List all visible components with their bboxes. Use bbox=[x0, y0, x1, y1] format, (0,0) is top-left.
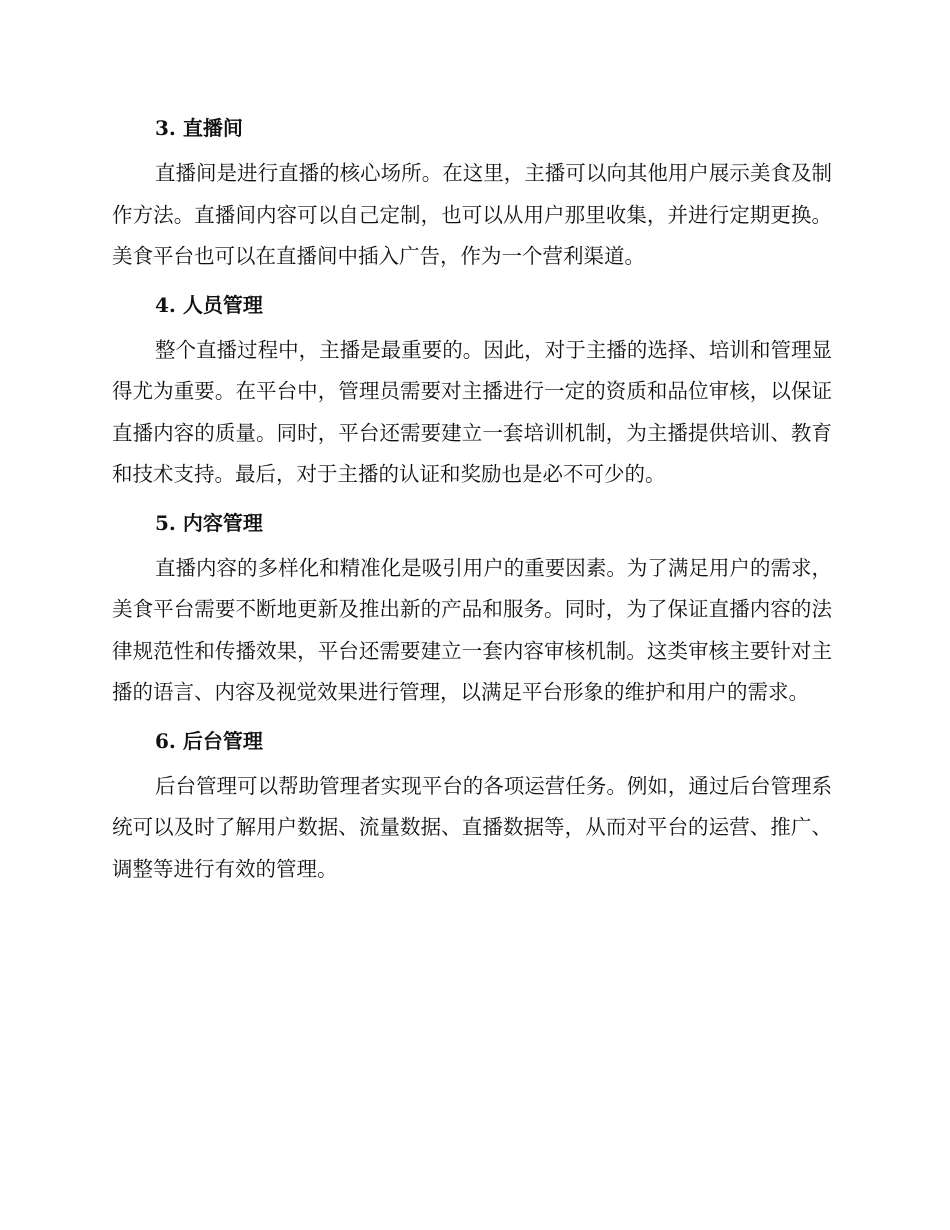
section-heading: 3. 直播间 bbox=[155, 116, 243, 140]
section-staff-management bbox=[112, 285, 832, 496]
document-body bbox=[112, 108, 832, 897]
section-heading: 6. 后台管理 bbox=[155, 728, 263, 753]
section-backend-management bbox=[112, 721, 832, 891]
section-paragraph: 直播内容的多样化和精准化是吸引用户的重要因素。为了满足用户的需求，美食平台需要不断地更新及推出新的产品和服务。同时，为了保证直播内容的法律规范性和传播效果，平台还需要建立一套内容审核机制。这类审核主要针对主播的语言、内容及视觉效果进行管理，以满足平台形象的维护和用户的需求。 bbox=[112, 555, 832, 704]
section-paragraph: 整个直播过程中，主播是最重要的。因此，对于主播的选择、培训和管理显得尤为重要。在平台中，管理员需要对主播进行一定的资质和品位审核，以保证直播内容的质量。同时，平台还需要建立一套培训机制，为主播提供培训、教育和技术支持。最后，对于主播的认证和奖励也是必不可少的。 bbox=[112, 337, 832, 486]
section-paragraph: 直播间是进行直播的核心场所。在这里，主播可以向其他用户展示美食及制作方法。直播间内容可以自己定制，也可以从用户那里收集，并进行定期更换。美食平台也可以在直播间中插入广告，作为一个营利渠道。 bbox=[112, 161, 832, 268]
section-live-room bbox=[112, 108, 832, 278]
section-heading: 5. 内容管理 bbox=[155, 510, 263, 535]
section-paragraph: 后台管理可以帮助管理者实现平台的各项运营任务。例如，通过后台管理系统可以及时了解用户数据、流量数据、直播数据等，从而对平台的运营、推广、调整等进行有效的管理。 bbox=[112, 773, 832, 881]
section-heading: 4. 人员管理 bbox=[155, 292, 263, 317]
section-content-management bbox=[112, 503, 832, 714]
